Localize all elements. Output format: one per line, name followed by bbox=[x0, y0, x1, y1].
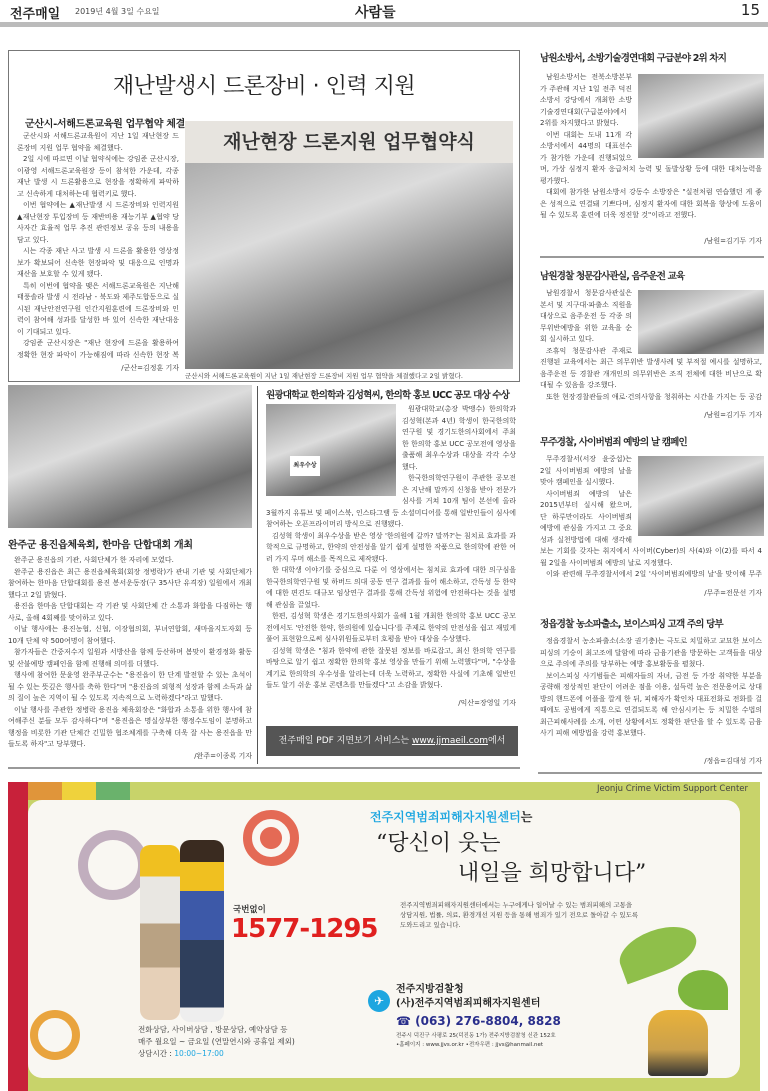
victim-support-ad bbox=[8, 782, 760, 1091]
header-rule bbox=[0, 22, 768, 27]
article-headline: 무주경찰, 사이버범죄 예방의 날 캠페인 bbox=[540, 437, 687, 448]
ad-lead: 전주지역범죄피해자지원센터는 bbox=[370, 810, 533, 824]
right-column bbox=[540, 50, 762, 765]
pdf-site-link[interactable]: www.jjmaeil.com bbox=[411, 736, 488, 746]
circle-decoration bbox=[30, 1010, 80, 1060]
lead-photo bbox=[185, 121, 513, 369]
lead-byline: /군산=김정훈 기자 bbox=[121, 364, 179, 372]
article-body: 정읍경찰서 농소파출소(소장 권기충)는 극도로 치밀하고 교묘한 보이스피싱의 기승이 최고조에 달함에 따라 금융기관을 방문하는 고객들을 대상으로 주의에 주의를 당부하는 예방 홍보활동을 펼쳤다. 보이스피싱 사기범들은 피해자들의 자녀, 금전 등 가장 취약한 부분을 공략해 정상적인 판단이 어려운 점을 이용, 설득력 높은 전문용어로 상대방의 핸드폰에 어플을 깔게 한 뒤, 피해자가 확인차 대표전화로 전화를 걸 때에도 공범에게 직통으로 연결되도록 해 안심시키는 등 치밀한 수법의 최근피해사례를 소개, 어떤 상황에서도 정확한 판단을 할 수 있도록 금융사기 피해 예방법을 강력 홍보했다. bbox=[540, 637, 762, 737]
article-body: 남원경찰서 청문감사관실은 본서 및 지구대·파출소 직원을 대상으로 음주운전 등 각종 의무위반예방을 위한 교육을 순회 실시하고 있다. 조휴익 청문감사관 주재로 진행된 교육에서는 최근 의무위반 발생사례 및 부적절 예시를 설명하고, 음주운전 등 경찰관 개개인의 의무위반은 조직 전체에 대한 비난으로 확대될 수 있음을 강조했다. 또한 현장경찰관들의 애로·건의사항을 청취하는 시간을 가지는 등 공감 bbox=[540, 289, 762, 401]
column-rule bbox=[257, 386, 258, 764]
pdf-service-bar: 전주매일 PDF 지면보기 서비스는 www.jjmaeil.com에서 bbox=[266, 726, 518, 756]
ad-stripe bbox=[28, 782, 62, 800]
ad-red-band bbox=[8, 782, 28, 1091]
lead-headline: 재난발생시 드론장비 · 인력 지원 bbox=[112, 74, 416, 99]
article-byline: /남원=김기두 기자 bbox=[704, 411, 762, 419]
ad-organizations: 전주지방검찰청 (사)전주지역범죄피해자지원센터 bbox=[396, 984, 541, 1009]
leaf-illustration bbox=[678, 970, 728, 1010]
prosecution-logo-icon: ✈ bbox=[368, 990, 390, 1012]
wanju-photo bbox=[8, 385, 252, 528]
article-byline: /남원=김기두 기자 bbox=[704, 237, 762, 245]
divider bbox=[540, 256, 764, 258]
lead-caption: 군산시와 서해드론교육원이 지난 1일 재난현장 드론장비 지원 업무 협약을 체결했다고 2일 밝혔다. bbox=[185, 372, 463, 380]
wanju-body: 완주군 용진읍의 기관, 사회단체가 한 자리에 모였다. 완주군 용진읍은 최근 용진읍체육회(회장 정병락)가 관내 기관 및 사회단체가 참여하는 한마음 단합대회를 용진 봉서운동장(구 35사단 유격장) 일원에서 개최했다고 2일 밝혔다. 용진읍 한마음 단합대회는 각 기관 및 사회단체 간 소통과 화합을 다짐하는 행사로, 올해 4회째를 맞이하고 있다. 이날 행사에는 용진농협, 신협, 이장협의회, 부녀연합회, 새마을지도자회 등 10개 단체 약 500여명이 참여했다. 참가자들은 간중저수지 일원과 서방산을 함께 등산하며 봄맞이 환경정화 활동 및 산불예방 캠페인을 함께 진행해 의미를 더했다. 행사에 참여한 문윤영 완주부군수는 "용진읍이 한 단계 발전할 수 있는 초석이 될 수 있는 뜻깊은 행사를 축하 한다"며 "용진읍의 외형적 성장과 함께 소득과 삶의 질이 높은 지역이 될 수 있도록 지속적으로 노력하겠다"라고 말했다. 이날 행사를 주관한 정병락 용진읍 체육회장은 "화합과 소통을 위한 행사에 참여해주신 분들 모두 감사하다"며 "용진읍은 명실상부한 행정수도임이 분명하고 행정을 비롯한 기관 단체간 긴밀한 협조체계를 구축해 더욱 잘 사는 용진읍을 만들도록 하자"고 당부했다. bbox=[8, 556, 252, 747]
slogan-line-2: 내일을 희망합니다” bbox=[458, 861, 647, 886]
children-sitting-illustration bbox=[648, 1010, 708, 1076]
article-body: 무주경찰서(서장 윤중섭)는 2일 사이버범죄 예방의 날을 맞아 캠페인을 실시했다. 사이버범죄 예방의 날은 2015년부터 실시해 왔으며, 단 하루만이라도 사이버범죄 예방에 관심을 가지고 그 중요성과 실천방법에 대해 생각해보는 기회를 갖자는 취지에서 사이버(Cyber)의 사(4)와 이(2)를 따서 4월 2일을 사이버범죄 예방의 날로 지정했다. 이와 관련해 무주경찰서에서 2일 '사이버범죄예방의 날'을 맞이해 무주 bbox=[540, 455, 762, 578]
article-body: 남원소방서는 전북소방본부가 주관해 지난 1일 전주 덕진소방서 강당에서 개최한 소방기술경연대회(구급분야)에서 2위를 차지했다고 밝혔다. 이번 대회는 도내 11개 각 소방서에서 44명의 대표선수가 참가한 가운데 진행되었으며, 가상 심정지 환자 응급처치 능력 및 돌발상황 등에 대한 대처능력을 평가했다. 대회에 참가한 남원소방서 강동수 소방장은 "실전처럼 연습했던 게 좋은 성적으로 연결돼 기쁘다며, 심정지 환자에 대한 회복을 향상에 도움이 될 수 있도록 훈련에 더욱 정진할 것"이라고 전했다. bbox=[540, 73, 762, 219]
ad-stripe bbox=[62, 782, 96, 800]
article-headline: 정읍경찰 농소파출소, 보이스피싱 고객 주의 당부 bbox=[540, 619, 723, 630]
divider bbox=[8, 767, 520, 769]
article-byline: /무주=전문선 기자 bbox=[704, 589, 762, 597]
wanju-headline: 완주군 용진읍체육회, 한마음 단합대회 개최 bbox=[8, 540, 193, 551]
photo-banner: 재난현장 드론지원 업무협약식 bbox=[185, 121, 513, 163]
wonkwang-headline: 원광대학교 한의학과 김성혁씨, 한의학 홍보 UCC 공모 대상 수상 bbox=[266, 390, 510, 401]
slogan-line-1: “당신이 웃는 bbox=[376, 831, 501, 856]
circle-decoration bbox=[78, 830, 148, 900]
child-boy-illustration bbox=[180, 840, 224, 1022]
newspaper-brand: 전주매일 bbox=[10, 7, 61, 22]
ad-stripe bbox=[96, 782, 130, 800]
article-headline: 남원경찰 청문감사관실, 음주운전 교육 bbox=[540, 271, 685, 282]
section-title: 사람들 bbox=[355, 5, 396, 21]
issue-date: 2019년 4월 3일 수요일 bbox=[75, 7, 160, 16]
lead-article bbox=[8, 50, 520, 382]
ad-address: 전주시 덕진구 사평로 25(덕진동 1가) 전주지방검찰청 신관 152호 •홈페이지 : www.jjvs.or.kr •전자우편 : jjvs@hanmail.net bbox=[396, 1033, 556, 1048]
page-number: 15 bbox=[740, 1, 760, 19]
hotline-number[interactable]: 1577-1295 bbox=[231, 914, 378, 944]
counsel-info: 전화상담, 사이버상담 , 방문상담, 예약상담 등 매주 월요일 ~ 금요일 (연말연시와 공휴일 제외) 상담시간 : 10:00~17:00 bbox=[138, 1025, 295, 1058]
child-girl-illustration bbox=[140, 845, 180, 1020]
wonkwang-byline: /익산=장영일 기자 bbox=[458, 699, 516, 707]
wanju-byline: /완주=이종록 기자 bbox=[194, 752, 252, 760]
article-byline: /정읍=김대성 기자 bbox=[704, 757, 762, 765]
lead-subhead: 군산시-서해드론교육원 업무협약 체결 bbox=[25, 119, 185, 130]
no-area-code-label: 국번없이 bbox=[233, 905, 266, 915]
award-board: 최우수상 bbox=[290, 456, 320, 476]
wonkwang-body: 원광대학교(총장 박맹수) 한의학과 김성혁(본과 4년) 학생이 한국한의학연구원 및 경기도한의사회에서 주최한 한의학 홍보 UCC 공모전에 영상을 출품해 최우수상과 대상을 각각 수상했다. 한국한의학연구원이 주관한 공모전은 지난해 말까지 신청을 받아 전문가 심사를 거쳐 10개 팀이 본선에 올라 3월까지 유튜브 및 페이스북, 인스타그램 등 소셜미디어를 통해 일반인들이 심사에 참여하는 오픈프라이머리 방식으로 진행됐다. 김성혁 학생이 최우수상을 받은 영상 '한의원에 갈까? 말까?'는 침치료 효과를 과학적으로 규명하고, 한약의 안전성을 알기 쉽게 설명한 작품으로 한의학에 관한 여러 가지 루머 해소를 목적으로 제작됐다. 한 대학생 이야기를 중심으로 다룬 이 영상에서는 침치료 효과에 대한 의구심을 한국한의학연구원 및 하버드 의대 공동 연구 결과를 들어 해소하고, 간독성 등 한약에 대한 편견도 대규모 임상연구 결과를 통해 간독성 위험에 안전하다는 것을 설명해 관심을 끌었다. 한편, 김성혁 학생은 경기도한의사회가 올해 1월 개최한 한의학 홍보 UCC 공모전에서도 '안전한 한약, 한의원에 있습니다'를 주제로 한약의 안전성을 쉽고 재밌게 풀어 표현함으로써 심사위원들로부터 호평을 받아 대상을 수상했다. 김성혁 학생은 "침과 한약에 관한 잘못된 정보를 바로잡고, 최신 한의학 연구를 바탕으로 알기 쉽고 정확한 한의학 홍보 영상을 만들기 위해 노력했다"며, "수상을 계기로 한의학의 우수성을 알리는데 더욱 노력하고, 정확한 사실에 기초해 일반인들도 알기 쉬운 홍보 콘텐츠를 만들겠다"고 소감을 밝혔다. bbox=[266, 405, 516, 689]
lead-body: 군산시와 서해드론교육원이 지난 1일 재난현장 드론장비 지원 업무 협약을 체결했다. 2일 시에 따르면 이날 협약식에는 강임준 군산시장, 이광영 서해드론교육원장 등이 참석한 가운데, 각종 재난 발생 시 드론활용으로 현장을 정확하게 파악하고 신속하게 대처하는데 협력키로 했다. 이번 협약에는 ▲재난발생 시 드론장비와 인력지원 ▲재난현장 투입장비 등 재반비용 재능기부 ▲협약 당사자간 효율적 업무 추진 관련정보 공유 등의 내용을 담고 있다. 시는 각종 재난 사고 발생 시 드론을 활용한 영상정보가 확보되어 신속한 현장파악 및 대응으로 인명과 재산을 보호할 수 있게 됐다. 특히 이번에 협약을 맺은 서해드론교육원은 지난해 태풍솔라 발생 시 전라남 - 북도와 제주도합동으로 실시된 재난안전연구원 인간지원훈련에 드론장비와 인력이 참여해 성과를 달성한 바 있어 신속한 재난대응이 기대되고 있다. 강임준 군산시장은 "재난 현장에 드론을 활용하여 정확한 현장 파악이 가능해짐에 따라 신속한 현장 복 bbox=[17, 132, 179, 359]
divider bbox=[538, 772, 762, 774]
ad-panel bbox=[28, 800, 740, 1078]
ad-description: 전주지역범죄피해자지원센터에서는 누구에게나 일어날 수 있는 범죄피해의 고통을 상담지원, 법률, 의료, 환경개선 지원 등을 통해 범죄가 있기 전으로 돌아갈 수 있도록 도와드리고 있습니다. bbox=[400, 901, 639, 929]
circle-decoration bbox=[243, 810, 299, 866]
ad-phone[interactable]: ☎ (063) 276-8804, 8828 bbox=[396, 1014, 561, 1028]
ad-center-english: Jeonju Crime Victim Support Center bbox=[596, 784, 748, 794]
article-headline: 남원소방서, 소방기술경연대회 구급분야 2위 차지 bbox=[540, 53, 727, 64]
